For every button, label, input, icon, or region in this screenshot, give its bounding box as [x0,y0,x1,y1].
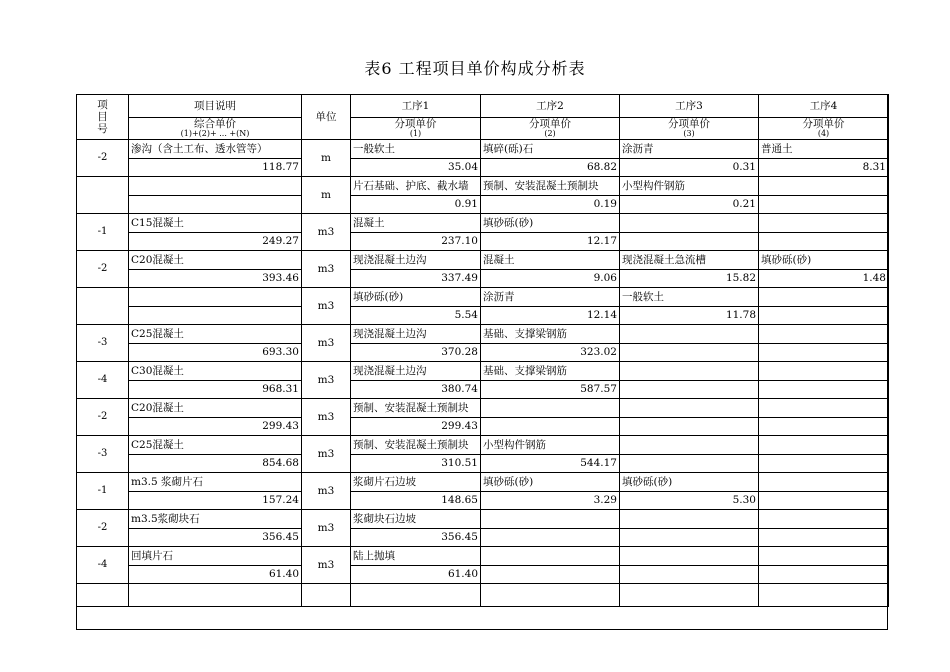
item-composite-price: 61.40 [129,565,302,584]
item-desc: C15混凝土 [129,214,302,233]
sub-item-price [759,491,889,510]
header-desc: 项目说明 [129,95,302,118]
table-row [77,473,889,492]
sub-item-price: 323.02 [481,343,620,362]
sub-item-price: 0.91 [351,195,481,214]
item-desc [129,177,302,196]
empty-cell [620,584,759,607]
sub-item-name: 涂沥青 [481,288,620,307]
empty-cell [481,584,620,607]
item-no: -3 [77,436,129,473]
header-sub-idx: (2) [544,129,556,139]
sub-item-price: 380.74 [351,380,481,399]
sub-item-name [759,473,889,492]
item-no [77,177,129,214]
header-proc-1: 工序1 [351,95,481,118]
sub-item-name [620,547,759,566]
table-row [77,528,889,547]
sub-item-name: 填砂砾(砂) [481,214,620,233]
empty-cell [129,584,302,607]
header-unit: 单位 [302,95,351,140]
sub-item-price: 68.82 [481,158,620,177]
sub-item-name: 一般软土 [351,140,481,159]
sub-item-name: 混凝土 [481,251,620,270]
header-composite-sub: (1)+(2)+ ... +(N) [180,129,250,139]
sub-item-price: 148.65 [351,491,481,510]
item-composite-price: 249.27 [129,232,302,251]
item-desc: m3.5 浆砌片石 [129,473,302,492]
table-row [77,565,889,584]
sub-item-price [620,343,759,362]
sub-item-name: 现浇混凝土边沟 [351,362,481,381]
sub-item-name: 小型构件钢筋 [481,436,620,455]
sub-item-price: 61.40 [351,565,481,584]
item-composite-price: 356.45 [129,528,302,547]
table-row [77,195,889,214]
sub-item-price: 0.19 [481,195,620,214]
table-row [77,158,889,177]
sub-item-price [759,343,889,362]
sub-item-name [759,510,889,529]
table-row [77,380,889,399]
header-sub-label: 分项单价 [668,117,710,130]
item-unit: m3 [302,547,351,584]
sub-item-name: 浆砌块石边坡 [351,510,481,529]
item-composite-price: 157.24 [129,491,302,510]
header-sub-idx: (4) [817,129,830,139]
item-desc: C20混凝土 [129,399,302,418]
sub-item-name: 现浇混凝土边沟 [351,325,481,344]
table-row [77,491,889,510]
sub-item-name [620,325,759,344]
sub-item-name [759,288,889,307]
sub-item-name: 片石基础、护底、截水墙 [351,177,481,196]
sub-item-price: 337.49 [351,269,481,288]
table-row [77,269,889,288]
header-item-no-part: 号 [97,123,108,135]
sub-item-name: 填砂砾(砂) [620,473,759,492]
table-row [77,325,889,344]
sub-item-price: 0.31 [620,158,759,177]
sub-item-price [759,380,889,399]
item-unit: m3 [302,288,351,325]
header-proc-2: 工序2 [481,95,620,118]
item-unit: m3 [302,436,351,473]
sub-item-price [620,232,759,251]
header-sub-idx: (1) [409,129,422,139]
sub-item-price [620,454,759,473]
sub-item-name [759,325,889,344]
table-row-empty [77,584,889,607]
sub-item-price: 12.17 [481,232,620,251]
table-row [77,547,889,566]
item-unit: m [302,140,351,177]
item-no: -2 [77,251,129,288]
item-desc: C30混凝土 [129,362,302,381]
sub-item-price [620,565,759,584]
sub-item-name: 填砂砾(砂) [759,251,889,270]
item-desc: C20混凝土 [129,251,302,270]
sub-item-price [759,528,889,547]
header-sub-label: 分项单价 [394,117,437,130]
item-composite-price [129,195,302,214]
sub-item-name [481,547,620,566]
item-unit: m3 [302,214,351,251]
empty-cell [77,584,129,607]
item-no: -3 [77,325,129,362]
table-row [77,362,889,381]
item-composite-price: 118.77 [129,158,302,177]
sub-item-name [759,436,889,455]
item-desc: 渗沟（含土工布、透水管等） [129,140,302,159]
sub-item-name [620,399,759,418]
sub-item-price: 3.29 [481,491,620,510]
header-row-2 [77,118,889,140]
sub-item-price: 9.06 [481,269,620,288]
sub-item-name: 填砂砾(砂) [481,473,620,492]
sub-item-price: 1.48 [759,269,889,288]
sub-item-price [481,417,620,436]
sub-item-name: 预制、安装混凝土预制块 [351,399,481,418]
sub-item-name [759,177,889,196]
item-unit: m3 [302,325,351,362]
header-sub-label: 分项单价 [529,117,571,130]
sub-item-price: 5.30 [620,491,759,510]
sub-item-name: 预制、安装混凝土预制块 [351,436,481,455]
sub-item-price: 299.43 [351,417,481,436]
header-sub-2 [481,118,620,140]
sub-item-name [620,436,759,455]
sub-item-name [759,362,889,381]
sub-item-price [620,417,759,436]
sub-item-price: 11.78 [620,306,759,325]
item-composite-price: 854.68 [129,454,302,473]
empty-cell [759,584,889,607]
sub-item-name [759,214,889,233]
table-row [77,288,889,307]
sub-item-price: 544.17 [481,454,620,473]
sub-item-name [481,510,620,529]
sub-item-name [481,399,620,418]
item-composite-price: 693.30 [129,343,302,362]
empty-cell [302,584,351,607]
sub-item-name: 一般软土 [620,288,759,307]
item-no: -2 [77,510,129,547]
sub-item-name: 普通土 [759,140,889,159]
sub-item-price [759,232,889,251]
sub-item-name: 基础、支撑梁钢筋 [481,362,620,381]
unit-price-table [76,94,889,607]
table-row [77,214,889,233]
header-proc-4: 工序4 [759,95,889,118]
header-item-no [77,95,129,140]
table-row [77,140,889,159]
header-sub-4 [759,118,889,140]
sub-item-name: 涂沥青 [620,140,759,159]
page-title: 表6 工程项目单价构成分析表 [364,59,586,78]
item-unit: m3 [302,510,351,547]
sub-item-price: 35.04 [351,158,481,177]
item-composite-price [129,306,302,325]
sub-item-name: 预制、安装混凝土预制块 [481,177,620,196]
item-no [77,288,129,325]
sub-item-price: 12.14 [481,306,620,325]
item-desc [129,288,302,307]
table-row [77,177,889,196]
header-row-1 [77,95,889,118]
table-row [77,251,889,270]
item-unit: m [302,177,351,214]
sub-item-name: 现浇混凝土急流槽 [620,251,759,270]
item-unit: m3 [302,251,351,288]
table-row [77,399,889,418]
header-composite-label: 综合单价 [194,117,236,130]
sub-item-name: 陆上抛填 [351,547,481,566]
item-unit: m3 [302,362,351,399]
table-row [77,306,889,325]
sub-item-price: 370.28 [351,343,481,362]
sub-item-price [481,528,620,547]
sub-item-name: 填砂砾(砂) [351,288,481,307]
sub-item-price [759,417,889,436]
table-row [77,510,889,529]
sub-item-price [620,528,759,547]
item-composite-price: 393.46 [129,269,302,288]
header-proc-3: 工序3 [620,95,759,118]
item-desc: 回填片石 [129,547,302,566]
sub-item-price: 356.45 [351,528,481,547]
sub-item-price: 587.57 [481,380,620,399]
sub-item-price [759,306,889,325]
empty-cell [351,584,481,607]
sub-item-price: 237.10 [351,232,481,251]
header-sub-1 [351,118,481,140]
item-no: -1 [77,214,129,251]
sub-item-price: 0.21 [620,195,759,214]
header-item-no-part: 项 [97,99,108,111]
item-no: -4 [77,547,129,584]
sub-item-name: 小型构件钢筋 [620,177,759,196]
item-no: -4 [77,362,129,399]
item-no: -2 [77,140,129,177]
sub-item-name [620,510,759,529]
sub-item-name [620,362,759,381]
item-composite-price: 299.43 [129,417,302,436]
header-sub-label: 分项单价 [802,117,845,130]
sub-item-name: 现浇混凝土边沟 [351,251,481,270]
sub-item-price [759,195,889,214]
item-composite-price: 968.31 [129,380,302,399]
header-sub-idx: (3) [683,129,695,139]
sub-item-name: 基础、支撑梁钢筋 [481,325,620,344]
item-desc: C25混凝土 [129,436,302,455]
table-row [77,232,889,251]
header-composite [129,118,302,140]
sub-item-price: 5.54 [351,306,481,325]
sub-item-name: 混凝土 [351,214,481,233]
sub-item-price: 15.82 [620,269,759,288]
sub-item-name: 填碎(砾)石 [481,140,620,159]
header-sub-3 [620,118,759,140]
item-desc: C25混凝土 [129,325,302,344]
sub-item-price [759,454,889,473]
item-no: -1 [77,473,129,510]
sub-item-price: 310.51 [351,454,481,473]
sub-item-price: 8.31 [759,158,889,177]
table-row [77,417,889,436]
item-unit: m3 [302,473,351,510]
sub-item-price [481,565,620,584]
table-row [77,343,889,362]
item-unit: m3 [302,399,351,436]
sub-item-name [759,399,889,418]
sub-item-name [620,214,759,233]
header-item-no-part: 目 [97,111,108,123]
sub-item-price [759,565,889,584]
table-row [77,436,889,455]
sub-item-name: 浆砌片石边坡 [351,473,481,492]
item-no: -2 [77,399,129,436]
table-row [77,454,889,473]
sub-item-price [620,380,759,399]
item-desc: m3.5浆砌块石 [129,510,302,529]
sub-item-name [759,547,889,566]
